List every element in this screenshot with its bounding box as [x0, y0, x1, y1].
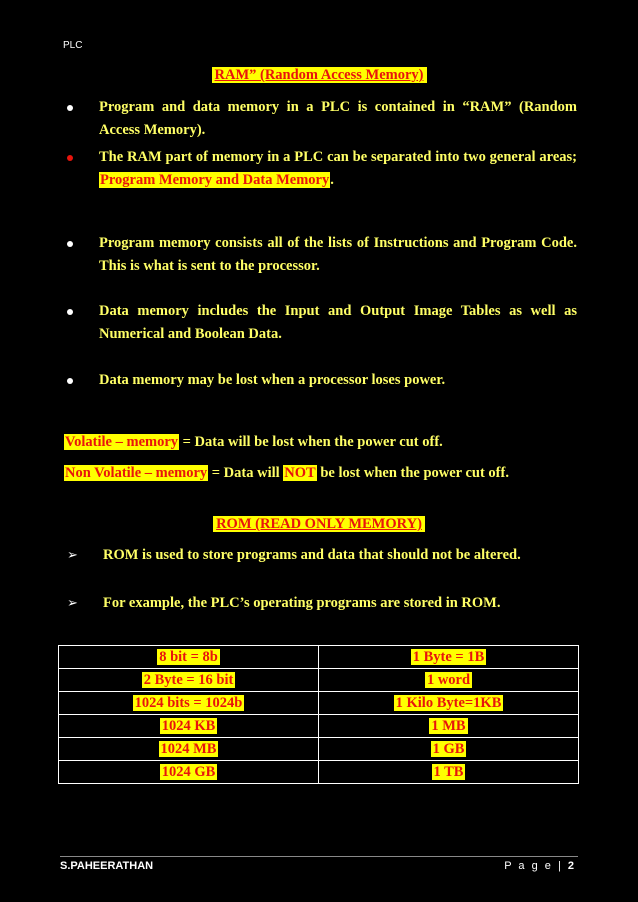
- ram-bullet-5: [67, 369, 577, 392]
- arrow-bullet-icon: ➢: [67, 548, 78, 563]
- table-cell: [59, 692, 319, 715]
- table-cell-text: 2 Byte = 16 bit: [143, 671, 234, 688]
- table-row: [59, 669, 579, 692]
- table-cell: [59, 761, 319, 784]
- footer-page-number: 2: [567, 860, 574, 872]
- table-cell: [319, 715, 579, 738]
- table-cell: [319, 646, 579, 669]
- table-cell: [59, 738, 319, 761]
- rom-point-1: [67, 544, 577, 567]
- bullet-dot-icon: [67, 155, 73, 161]
- nonvolatile-definition: [64, 462, 576, 485]
- table-cell-text: 1024 bits = 1024b: [134, 694, 243, 711]
- ram-bullet-1: [67, 96, 577, 142]
- ram-bullet-2: [67, 146, 577, 192]
- table-cell-text: 8 bit = 8b: [159, 648, 218, 665]
- footer-page-label: P a g e: [504, 860, 553, 872]
- table-row: [59, 738, 579, 761]
- table-cell-text: 1024 GB: [161, 763, 216, 780]
- table-cell: [59, 646, 319, 669]
- footer-author: S.PAHEERATHAN: [60, 860, 154, 872]
- table-cell: [59, 669, 319, 692]
- footer-separator: |: [557, 860, 563, 872]
- table-cell-text: 1 TB: [433, 763, 464, 780]
- table-cell-text: 1 GB: [432, 740, 465, 757]
- bullet-dot-icon: [67, 309, 73, 315]
- nonvolatile-term: Non Volatile – memory: [65, 465, 208, 481]
- table-row: [59, 692, 579, 715]
- rom-heading: [0, 516, 638, 533]
- nonvolatile-text-1: = Data will: [208, 465, 284, 481]
- ram-bullet-2-lead: The RAM part of memory in a PLC can be separated into two general areas;: [99, 149, 577, 165]
- memory-units-table: [58, 645, 579, 784]
- arrow-bullet-icon: ➢: [67, 596, 78, 611]
- ram-bullet-2-text: [99, 146, 577, 192]
- ram-heading: [0, 67, 638, 84]
- ram-bullet-4-text: Data memory includes the Input and Output Image Tables as well as Numerical and Boolean Data.: [99, 303, 577, 342]
- bullet-dot-icon: [67, 378, 73, 384]
- table-cell: [59, 715, 319, 738]
- not-highlight: NOT: [284, 465, 316, 481]
- ram-bullet-3-text: Program memory consists all of the lists of Instructions and Program Code. This is what is sent to the processor.: [99, 235, 577, 274]
- volatile-term: Volatile – memory: [65, 434, 179, 450]
- table-cell: [319, 692, 579, 715]
- table-row: [59, 715, 579, 738]
- ram-bullet-3: [67, 232, 577, 278]
- volatile-text: = Data will be lost when the power cut off.: [179, 434, 443, 450]
- rom-heading-text: ROM (READ ONLY MEMORY): [213, 516, 425, 532]
- table-cell-text: 1 Byte = 1B: [412, 648, 485, 665]
- table-cell: [319, 669, 579, 692]
- nonvolatile-text-2: be lost when the power cut off.: [316, 465, 509, 481]
- bullet-dot-icon: [67, 105, 73, 111]
- ram-bullet-4: [67, 300, 577, 346]
- footer-page: [504, 860, 574, 872]
- table-cell: [319, 738, 579, 761]
- rom-point-2-text: For example, the PLC’s operating programs are stored in ROM.: [103, 595, 501, 611]
- table-row: [59, 761, 579, 784]
- table-cell-text: 1024 MB: [160, 740, 217, 757]
- footer: [60, 856, 578, 872]
- header-title: PLC: [63, 40, 83, 51]
- rom-point-1-text: ROM is used to store programs and data that should not be altered.: [103, 547, 521, 563]
- table-cell-text: 1024 KB: [161, 717, 216, 734]
- volatile-definition: [64, 431, 576, 454]
- bullet-dot-icon: [67, 241, 73, 247]
- ram-bullet-5-text: Data memory may be lost when a processor loses power.: [99, 372, 446, 388]
- ram-bullet-1-text: Program and data memory in a PLC is contained in “RAM” (Random Access Memory).: [99, 99, 577, 138]
- table-cell-text: 1 word: [426, 671, 471, 688]
- ram-bullet-2-tail: .: [330, 172, 334, 188]
- ram-heading-text: RAM” (Random Access Memory): [212, 67, 427, 83]
- table-row: [59, 646, 579, 669]
- table-cell-text: 1 MB: [431, 717, 466, 734]
- rom-point-2: [67, 592, 577, 615]
- table-cell: [319, 761, 579, 784]
- program-data-memory-highlight: Program Memory and Data Memory: [100, 172, 330, 188]
- table-cell-text: 1 Kilo Byte=1KB: [395, 694, 502, 711]
